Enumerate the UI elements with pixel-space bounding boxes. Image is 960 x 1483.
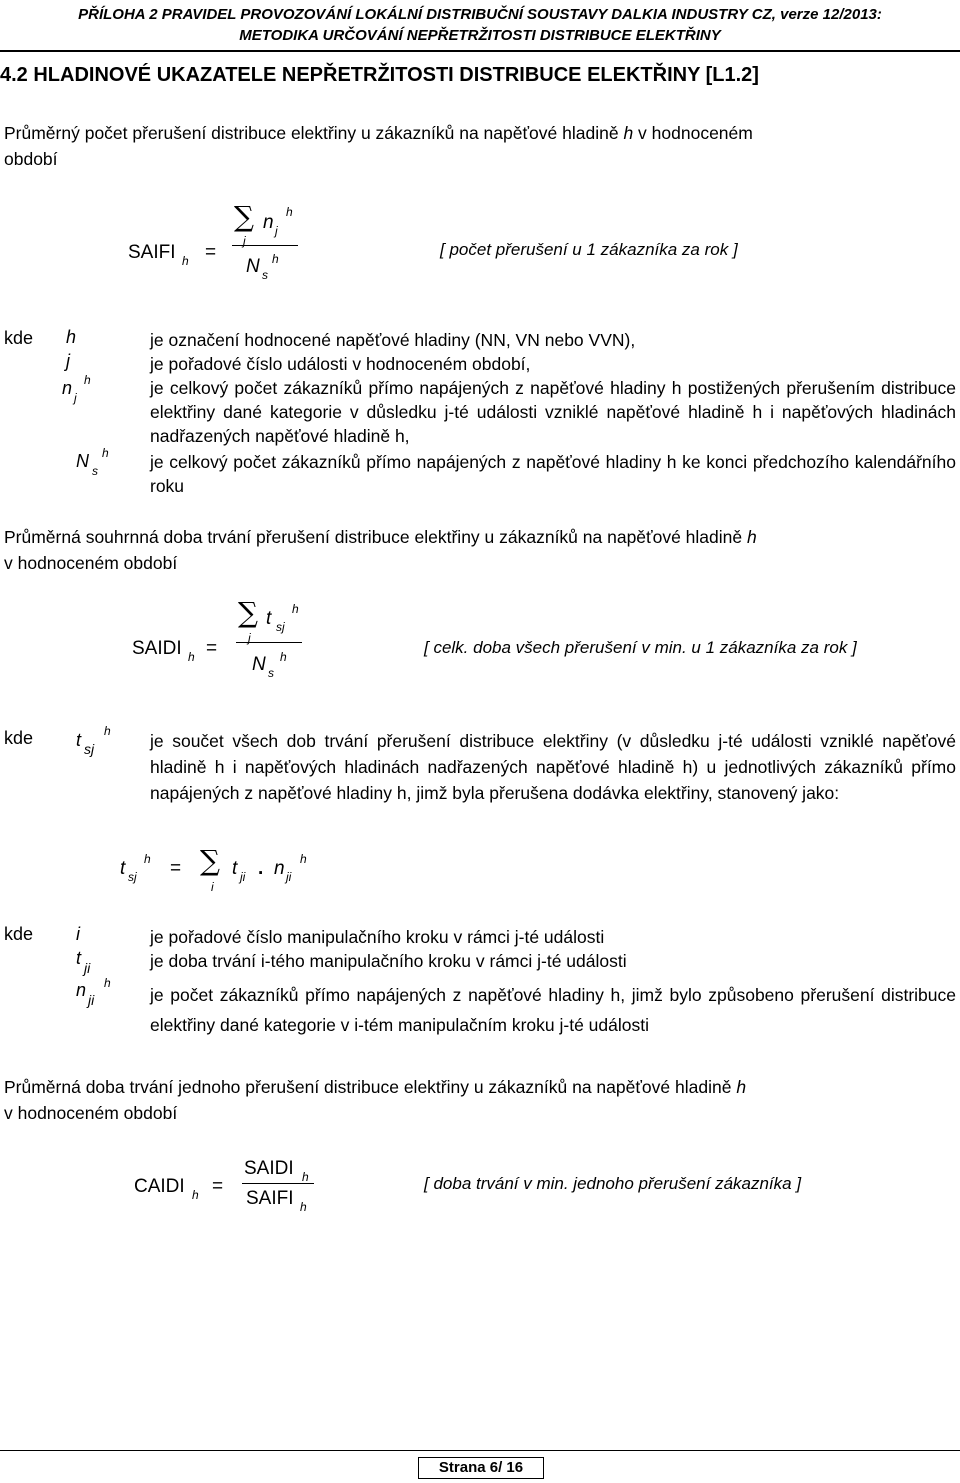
def-text-tsj: je součet všech dob trvání přerušení distribuce elektřiny (v důsledku j-té události vzniklé napěťové hladině h i napěťových hladinách nadřazených napěťové hladině h) u jednotlivých zákazníků přímo napájených z napěťové hladiny h, jimž byla přerušena dodávka elektřiny, stanovený jako: xyxy=(150,731,956,803)
def-text-j: je pořadové číslo události v hodnoceném období, xyxy=(150,354,531,374)
saifi-intro xyxy=(4,120,956,172)
saidi-num-sup: h xyxy=(292,602,299,616)
section-title: 4.2 HLADINOVÉ UKAZATELE NEPŘETRŽITOSTI DISTRIBUCE ELEKTŘINY [L1.2] xyxy=(0,64,759,86)
saidi-intro-c: v hodnoceném období xyxy=(4,553,178,573)
def-sym-tsj: t xyxy=(76,730,82,750)
tsj-sum-idx: i xyxy=(211,880,214,894)
header-rule xyxy=(0,50,960,52)
document-header xyxy=(16,4,944,46)
def-sym-tsj-sup: h xyxy=(104,724,111,738)
saifi-num: n xyxy=(263,212,274,233)
saidi-lhs-sub: h xyxy=(188,650,195,664)
caidi-num: SAIDI xyxy=(244,1158,294,1179)
def-text-nji: je počet zákazníků přímo napájených z napěťové hladiny h, jimž bylo způsobeno přerušení distribuce elektřiny dané kategorie v i-tém manipulačním kroku j-té události xyxy=(150,985,956,1035)
saifi-num-sup: h xyxy=(286,205,293,219)
saifi-eq: = xyxy=(205,242,217,263)
caidi-num-sub: h xyxy=(302,1170,309,1184)
saidi-unit: [ celk. doba všech přerušení v min. u 1 zákazníka za rok ] xyxy=(424,638,857,657)
kde-label-3: kde xyxy=(4,924,34,944)
kde-label-1: kde xyxy=(4,328,34,348)
saidi-intro xyxy=(4,524,956,576)
footer-rule xyxy=(0,1450,960,1451)
tsj-n-sub: ji xyxy=(286,870,292,884)
tsj-t-sub: ji xyxy=(240,870,246,884)
caidi-den-sub: h xyxy=(300,1200,307,1214)
caidi-intro xyxy=(4,1074,956,1126)
saifi-unit: [ počet přerušení u 1 zákazníka za rok ] xyxy=(440,240,738,259)
saifi-num-sub: j xyxy=(275,224,278,238)
def-sym-n-sup: h xyxy=(84,373,91,387)
def-sym-tji-sub: ji xyxy=(84,960,91,976)
caidi-lhs: CAIDI xyxy=(134,1176,185,1197)
def-text-n: je celkový počet zákazníků přímo napájených z napěťové hladiny h postižených přerušením distribuce elektřiny dané kategorie v důsledku j-té události vzniklé napěťové hladině h i napěťových hladinách nadřazených napěťové hladině h, xyxy=(150,378,956,446)
saidi-num-sub: sj xyxy=(276,620,285,634)
caidi-lhs-sub: h xyxy=(192,1188,199,1202)
tsj-lhs: t xyxy=(120,858,126,879)
saifi-intro-b: v hodnoceném xyxy=(638,123,753,143)
saifi-sum: ∑ xyxy=(234,200,254,233)
saidi-eq: = xyxy=(206,638,218,659)
saifi-den-sub: s xyxy=(262,268,268,282)
def-text-h: je označení hodnocené napěťové hladiny (NN, VN nebo VVN), xyxy=(150,330,636,350)
saidi-fraction-line xyxy=(236,642,302,643)
def-text-i: je pořadové číslo manipulačního kroku v rámci j-té události xyxy=(150,927,605,947)
def-sym-N: N xyxy=(76,451,89,471)
saifi-intro-text: Průměrný počet přerušení distribuce elektřiny u zákazníků na napěťové hladině xyxy=(4,123,619,143)
tsj-lhs-sup: h xyxy=(144,852,151,866)
def-sym-n-sub: j xyxy=(74,391,77,405)
saidi-sum-idx: j xyxy=(248,631,251,645)
def-sym-j: j xyxy=(66,351,70,371)
tsj-dot: . xyxy=(258,858,264,879)
saidi-intro-h: h xyxy=(747,527,757,547)
caidi-fraction-line xyxy=(242,1183,314,1184)
saidi-lhs: SAIDI xyxy=(132,638,182,659)
saifi-fraction-line xyxy=(232,245,298,246)
def-sym-N-sup: h xyxy=(102,446,109,460)
caidi-intro-c: v hodnoceném období xyxy=(4,1103,178,1123)
page-number: Strana 6/ 16 xyxy=(418,1457,544,1479)
tsj-n: n xyxy=(274,858,285,879)
tsj-t: t xyxy=(232,858,238,879)
tsj-lhs-sub: sj xyxy=(128,870,137,884)
saidi-intro-text: Průměrná souhrnná doba trvání přerušení distribuce elektřiny u zákazníků na napěťové hladině xyxy=(4,527,743,547)
caidi-intro-h: h xyxy=(736,1077,747,1097)
saifi-sum-idx: j xyxy=(243,234,246,248)
def-sym-n: n xyxy=(62,378,73,398)
saidi-den: N xyxy=(252,654,266,675)
saifi-den: N xyxy=(246,256,260,277)
saifi-lhs-sub: h xyxy=(182,254,189,268)
saifi-intro-c: období xyxy=(4,149,58,169)
saidi-sum: ∑ xyxy=(238,596,258,629)
kde-label-2: kde xyxy=(4,728,34,748)
def-sym-h: h xyxy=(66,327,77,347)
caidi-intro-text: Průměrná doba trvání jednoho přerušení distribuce elektřiny u zákazníků na napěťové hladině xyxy=(4,1077,732,1097)
caidi-den: SAIFI xyxy=(246,1188,294,1209)
def-text-N: je celkový počet zákazníků přímo napájených z napěťové hladiny h ke konci předchozího kalendářního roku xyxy=(150,452,956,496)
saidi-den-sub: s xyxy=(268,666,274,680)
def-sym-tsj-sub: sj xyxy=(84,741,95,757)
header-line-2: METODIKA URČOVÁNÍ NEPŘETRŽITOSTI DISTRIBUCE ELEKTŘINY xyxy=(239,27,721,44)
def-sym-tji: t xyxy=(76,948,82,968)
def-sym-nji: n xyxy=(76,980,87,1000)
def-sym-N-sub: s xyxy=(92,464,98,478)
saifi-den-sup: h xyxy=(272,252,279,266)
saifi-unit-text: počet přerušení u 1 zákazníka za rok xyxy=(449,240,729,259)
caidi-unit: [ doba trvání v min. jednoho přerušení zákazníka ] xyxy=(424,1174,802,1193)
caidi-eq: = xyxy=(212,1176,224,1197)
def-sym-nji-sup: h xyxy=(104,976,111,990)
saidi-unit-text: celk. doba všech přerušení v min. u 1 zákazníka za rok xyxy=(433,638,848,657)
header-line-1: PŘÍLOHA 2 PRAVIDEL PROVOZOVÁNÍ LOKÁLNÍ DISTRIBUČNÍ SOUSTAVY DALKIA INDUSTRY CZ, verze 12/2013: xyxy=(78,6,882,23)
saidi-num: t xyxy=(266,608,272,629)
tsj-eq: = xyxy=(170,858,182,879)
caidi-unit-text: doba trvání v min. jednoho přerušení zákazníka xyxy=(433,1174,792,1193)
def-text-tji: je doba trvání i-tého manipulačního kroku v rámci j-té události xyxy=(150,951,627,971)
saifi-intro-h: h xyxy=(623,123,634,143)
tsj-n-sup: h xyxy=(300,852,307,866)
def-sym-i: i xyxy=(76,924,80,944)
tsj-sum: ∑ xyxy=(200,844,220,877)
saidi-den-sup: h xyxy=(280,650,287,664)
def-sym-nji-sub: ji xyxy=(88,992,95,1008)
saifi-lhs: SAIFI xyxy=(128,242,176,263)
